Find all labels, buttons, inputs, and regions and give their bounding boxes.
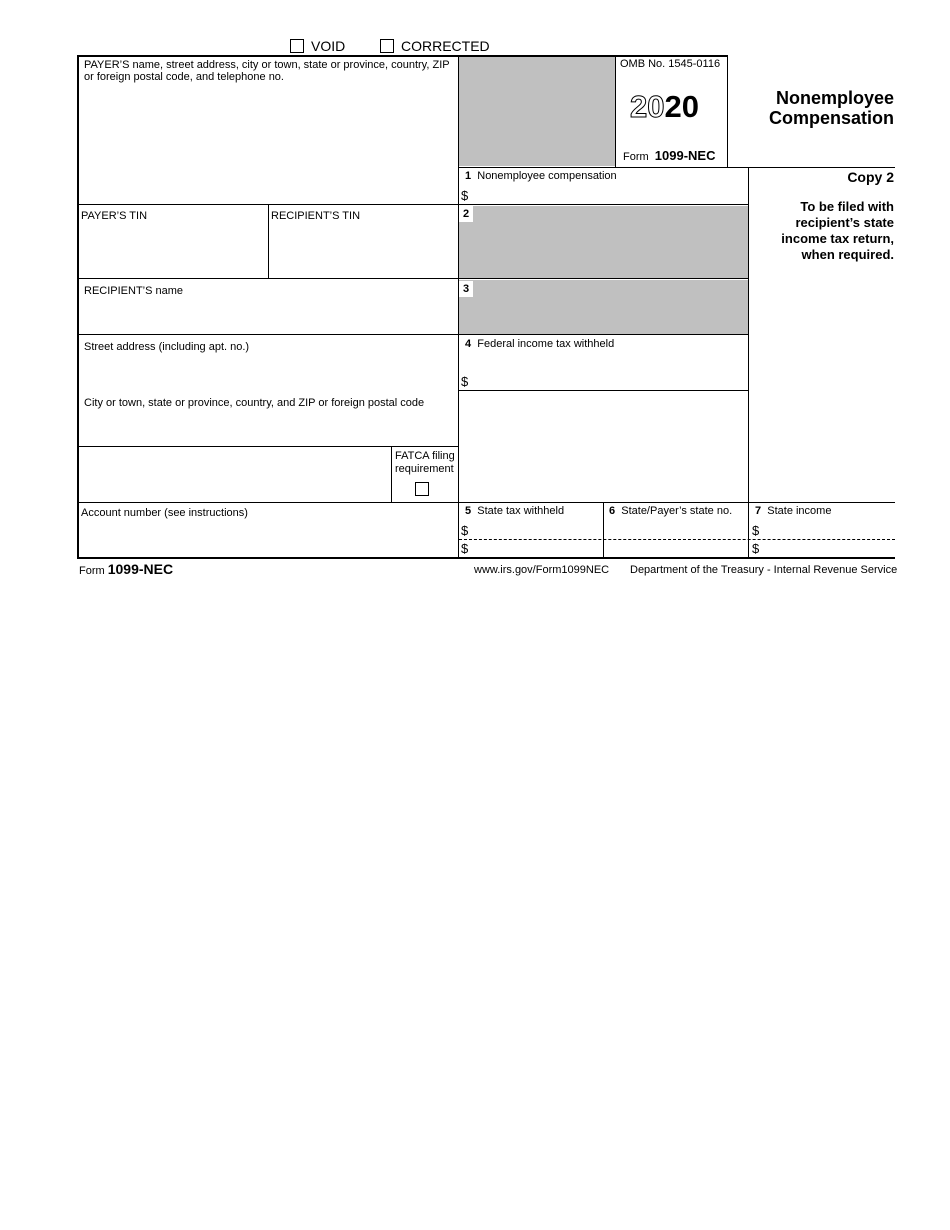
omb-form-id bbox=[623, 149, 716, 164]
payer-tin-label: PAYER’S TIN bbox=[81, 210, 148, 222]
box7-field-1[interactable] bbox=[762, 520, 894, 538]
street-address-field[interactable] bbox=[78, 355, 458, 389]
box2-number: 2 bbox=[459, 206, 473, 222]
form-title bbox=[752, 88, 894, 128]
copy-note-line4: when required. bbox=[801, 247, 894, 262]
fatca-label-2: requirement bbox=[395, 463, 454, 475]
box3-number: 3 bbox=[459, 281, 473, 297]
recipient-name-label: RECIPIENT’S name bbox=[84, 285, 184, 297]
recipient-tin-field[interactable] bbox=[269, 224, 458, 277]
copy-label: Copy 2 bbox=[847, 169, 894, 185]
box5-field-1[interactable] bbox=[472, 520, 602, 538]
omb-number: OMB No. 1545-0116 bbox=[620, 58, 721, 70]
omb-form-name: 1099-NEC bbox=[654, 148, 716, 163]
box1-label bbox=[465, 170, 617, 183]
account-number-label: Account number (see instructions) bbox=[81, 507, 248, 519]
box6-number: 6 bbox=[609, 505, 616, 517]
box4-number: 4 bbox=[465, 338, 472, 350]
box5-field-2[interactable] bbox=[472, 540, 602, 556]
recipient-name-field[interactable] bbox=[78, 299, 458, 333]
box4-label bbox=[465, 338, 614, 351]
corrected-label: CORRECTED bbox=[401, 38, 490, 54]
box7-dollar-line2: $ bbox=[752, 541, 760, 556]
form-title-line2: Compensation bbox=[768, 108, 894, 128]
box6-field-2[interactable] bbox=[605, 540, 747, 556]
city-field[interactable] bbox=[78, 411, 458, 445]
box2-gray bbox=[459, 206, 748, 278]
box7-text: State income bbox=[767, 505, 832, 517]
fatca-checkbox[interactable] bbox=[415, 482, 429, 496]
copy-note bbox=[752, 199, 894, 263]
account-number-field[interactable] bbox=[78, 521, 458, 556]
box5-number: 5 bbox=[465, 505, 472, 517]
box5-label bbox=[465, 505, 564, 518]
box6-field-1[interactable] bbox=[605, 520, 747, 538]
box6-label bbox=[609, 505, 732, 518]
footer-form-id bbox=[79, 563, 173, 578]
box7-field-2[interactable] bbox=[762, 540, 894, 556]
copy-note-line2: recipient’s state bbox=[795, 215, 894, 230]
copy-note-line3: income tax return, bbox=[781, 231, 894, 246]
box5-dollar-line2: $ bbox=[461, 541, 469, 556]
corrected-checkbox[interactable] bbox=[380, 39, 394, 53]
box7-label bbox=[755, 505, 831, 518]
footer-form-name: 1099-NEC bbox=[107, 561, 174, 577]
form-title-line1: Nonemployee bbox=[775, 88, 894, 108]
payer-tin-field[interactable] bbox=[78, 224, 268, 277]
box4-text: Federal income tax withheld bbox=[477, 338, 615, 350]
payer-name-label: PAYER’S name, street address, city or town, state or province, country, ZIP bbox=[84, 59, 450, 71]
box1-number: 1 bbox=[465, 170, 472, 182]
box3-gray bbox=[459, 280, 748, 334]
box6-text: State/Payer’s state no. bbox=[621, 505, 733, 517]
void-checkbox[interactable] bbox=[290, 39, 304, 53]
footer-form-prefix: Form bbox=[79, 565, 105, 577]
box5-text: State tax withheld bbox=[477, 505, 565, 517]
box1-field[interactable] bbox=[472, 184, 747, 203]
payer-name-field[interactable] bbox=[78, 85, 458, 203]
box7-number: 7 bbox=[755, 505, 762, 517]
footer-agency: Department of the Treasury - Internal Revenue Service bbox=[630, 564, 898, 576]
omb-form-prefix: Form bbox=[623, 151, 649, 163]
box5-dollar-line1: $ bbox=[461, 523, 469, 538]
tax-year-bold: 20 bbox=[664, 89, 699, 124]
payer-name-label-2: or foreign postal code, and telephone no. bbox=[84, 71, 284, 83]
fatca-label: FATCA filing bbox=[395, 450, 455, 462]
tax-year-outline: 20 bbox=[630, 89, 665, 124]
void-label: VOID bbox=[311, 38, 346, 54]
payer-gray-area bbox=[459, 56, 615, 166]
box1-text: Nonemployee compensation bbox=[477, 170, 617, 182]
copy-note-line1: To be filed with bbox=[800, 199, 894, 214]
box1-dollar: $ bbox=[461, 188, 469, 203]
city-label: City or town, state or province, country, and ZIP or foreign postal code bbox=[84, 397, 425, 409]
recipient-tin-label: RECIPIENT’S TIN bbox=[271, 210, 361, 222]
box4-field[interactable] bbox=[472, 360, 747, 389]
street-address-label: Street address (including apt. no.) bbox=[84, 341, 250, 353]
box7-dollar-line1: $ bbox=[752, 523, 760, 538]
tax-year bbox=[630, 89, 699, 125]
box4-dollar: $ bbox=[461, 374, 469, 389]
footer-url: www.irs.gov/Form1099NEC bbox=[474, 564, 610, 576]
